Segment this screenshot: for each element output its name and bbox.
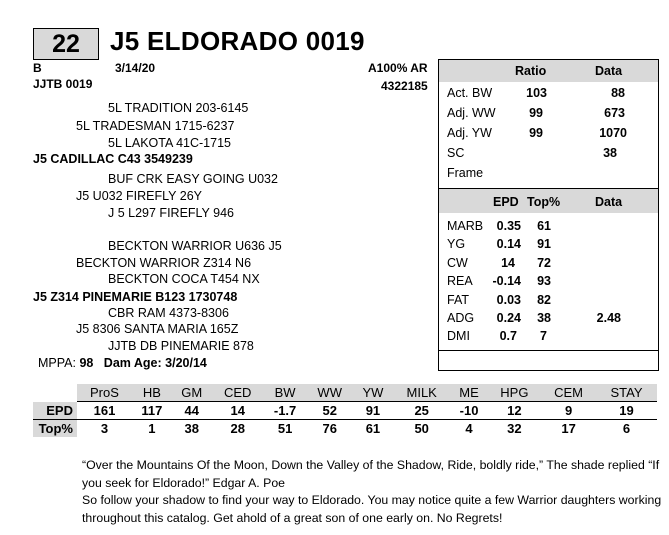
ratio-row-data: 88 — [611, 86, 625, 100]
carcass-row-top: 72 — [537, 256, 551, 270]
sex: B — [33, 61, 42, 75]
top-pct-value: 76 — [322, 421, 337, 436]
pedigree-dd: J5 8306 SANTA MARIA 165Z — [76, 322, 239, 336]
epd-header-cell: BW — [264, 384, 307, 402]
ratio-row-label: Adj. YW — [447, 126, 492, 140]
epd-header-cell: MILK — [393, 384, 451, 402]
dam-age-value: 3/20/14 — [165, 356, 207, 370]
pedigree-sds: BUF CRK EASY GOING U032 — [108, 172, 278, 186]
carcass-row-top: 91 — [537, 237, 551, 251]
carcass-row-epd: 0.14 — [496, 237, 521, 251]
comment-quote: “Over the Mountains Of the Moon, Down the Valley of the Shadow, Ride, boldly ride,” The shade replied “If you seek for Eldorado!” Edgar A. Poe — [82, 458, 660, 490]
animal-name: J5 ELDORADO 0019 — [110, 26, 365, 56]
pedigree-ds: BECKTON WARRIOR Z314 N6 — [76, 256, 252, 270]
epd-row — [33, 402, 657, 420]
lot-number: 22 — [33, 28, 99, 60]
registration-number: 4322185 — [381, 79, 428, 93]
top-pct-value: 6 — [622, 421, 631, 436]
carcass-row-top: 7 — [540, 329, 547, 343]
pedigree-ss: 5L TRADESMAN 1715-6237 — [76, 119, 235, 133]
top-pct-value: 32 — [507, 421, 522, 436]
carcass-row-label: REA — [447, 274, 473, 288]
ratio-header: Ratio — [515, 64, 547, 78]
epd-value: 161 — [77, 402, 132, 420]
epd-value: 44 — [172, 402, 212, 420]
mppa-value: 98 — [79, 356, 94, 370]
carcass-row-epd: 0.03 — [496, 293, 521, 307]
pedigree-sss: 5L TRADITION 203-6145 — [108, 101, 249, 115]
epd-row-label: EPD — [33, 402, 77, 420]
epd-header-cell: ProS — [77, 384, 132, 402]
pedigree-ddd: JJTB DB PINEMARIE 878 — [108, 339, 254, 353]
top-pct-value: 61 — [365, 421, 381, 436]
mppa — [38, 356, 207, 370]
ratio-row-ratio: 99 — [529, 106, 543, 120]
epd-value: 19 — [596, 402, 657, 420]
top-pct-value: 17 — [561, 421, 576, 436]
pedigree-dsd: BECKTON COCA T454 NX — [108, 272, 260, 286]
epd-value: 25 — [393, 402, 451, 420]
top-pct-value: 51 — [277, 421, 293, 436]
pedigree-ssd: 5L LAKOTA 41C-1715 — [108, 136, 231, 150]
mppa-label: MPPA: — [38, 356, 76, 370]
carcass-row-top: 61 — [537, 219, 551, 233]
carcass-row-top: 82 — [537, 293, 551, 307]
top-pct-value: 28 — [230, 421, 245, 436]
carcass-row-epd: 0.35 — [496, 219, 521, 233]
pedigree-sdd: J 5 L297 FIREFLY 946 — [108, 206, 235, 220]
epd-header-blank — [33, 384, 77, 402]
epd-value: -1.7 — [264, 402, 307, 420]
carcass-data-header: Data — [595, 195, 623, 209]
epd-header-cell: HB — [132, 384, 172, 402]
epd-header-cell: ME — [451, 384, 488, 402]
epd-header-cell: CEM — [541, 384, 596, 402]
performance-panel — [438, 59, 659, 371]
epd-value: 12 — [488, 402, 542, 420]
epd-header-cell: WW — [306, 384, 353, 402]
breed-percentage: A100% AR — [368, 61, 428, 75]
top-pct-row — [33, 420, 657, 438]
carcass-epd-header: EPD — [493, 195, 519, 209]
carcass-row-epd: 0.7 — [499, 329, 517, 343]
carcass-row-label: ADG — [447, 311, 475, 325]
ratio-row-label: Act. BW — [447, 86, 493, 100]
carcass-row-epd: -0.14 — [492, 274, 521, 288]
carcass-row-data: 2.48 — [596, 311, 621, 325]
comment-body: So follow your shadow to find your way to Eldorado. You may notice quite a few Warrior daughters working throughout this catalog. Get ahold of a great son of one early on. No Regrets! — [82, 493, 662, 525]
epd-value: 14 — [212, 402, 264, 420]
epd-header-cell: STAY — [596, 384, 657, 402]
pedigree-dam: J5 Z314 PINEMARIE B123 1730748 — [33, 290, 238, 304]
ratio-row-ratio: 99 — [529, 126, 543, 140]
ratio-row-label: Adj. WW — [447, 106, 496, 120]
pedigree-sd: J5 U032 FIREFLY 26Y — [76, 189, 202, 203]
birth-date: 3/14/20 — [115, 61, 156, 75]
epd-value: 9 — [541, 402, 596, 420]
epd-value: 91 — [353, 402, 393, 420]
top-pct-value: 1 — [148, 421, 156, 436]
ratio-header-band — [439, 60, 658, 82]
ratio-row-data: 673 — [604, 106, 625, 120]
top-pct-value: 3 — [100, 421, 109, 436]
epd-value: 117 — [132, 402, 172, 420]
carcass-row-top: 38 — [537, 311, 551, 325]
epd-table — [33, 384, 657, 437]
epd-header-cell: HPG — [488, 384, 542, 402]
top-pct-value: 50 — [414, 421, 429, 436]
epd-table-header — [33, 384, 657, 402]
epd-header-cell: YW — [353, 384, 393, 402]
top-pct-value: 38 — [184, 421, 199, 436]
epd-header-cell: GM — [172, 384, 212, 402]
epd-header-cell: CED — [212, 384, 264, 402]
carcass-row-label: FAT — [447, 293, 469, 307]
lot-comment — [82, 457, 662, 527]
ratio-row-data: 1070 — [599, 126, 627, 140]
ratio-data-header: Data — [595, 64, 623, 78]
carcass-top-header: Top% — [527, 195, 561, 209]
ratio-row-label: Frame — [447, 166, 484, 180]
ratio-row-ratio: 103 — [526, 86, 547, 100]
top-pct-row-label: Top% — [33, 420, 77, 438]
tattoo: JJTB 0019 — [33, 77, 93, 91]
carcass-row-epd: 14 — [501, 256, 515, 270]
carcass-row-label: YG — [447, 237, 466, 251]
epd-value: 52 — [306, 402, 353, 420]
epd-value: -10 — [451, 402, 488, 420]
carcass-row-label: CW — [447, 256, 468, 270]
panel-bottom-divider — [439, 350, 658, 351]
carcass-row-label: MARB — [447, 219, 484, 233]
pedigree-sire: J5 CADILLAC C43 3549239 — [33, 152, 193, 166]
carcass-row-label: DMI — [447, 329, 470, 343]
ratio-row-data: 38 — [603, 146, 617, 160]
carcass-row-epd: 0.24 — [496, 311, 521, 325]
pedigree-dds: CBR RAM 4373-8306 — [108, 306, 229, 320]
carcass-row-top: 93 — [537, 274, 551, 288]
ratio-row-label: SC — [447, 146, 465, 160]
pedigree-dss: BECKTON WARRIOR U636 J5 — [108, 239, 282, 253]
dam-age-label: Dam Age: — [103, 356, 162, 370]
top-pct-value: 4 — [465, 421, 473, 436]
